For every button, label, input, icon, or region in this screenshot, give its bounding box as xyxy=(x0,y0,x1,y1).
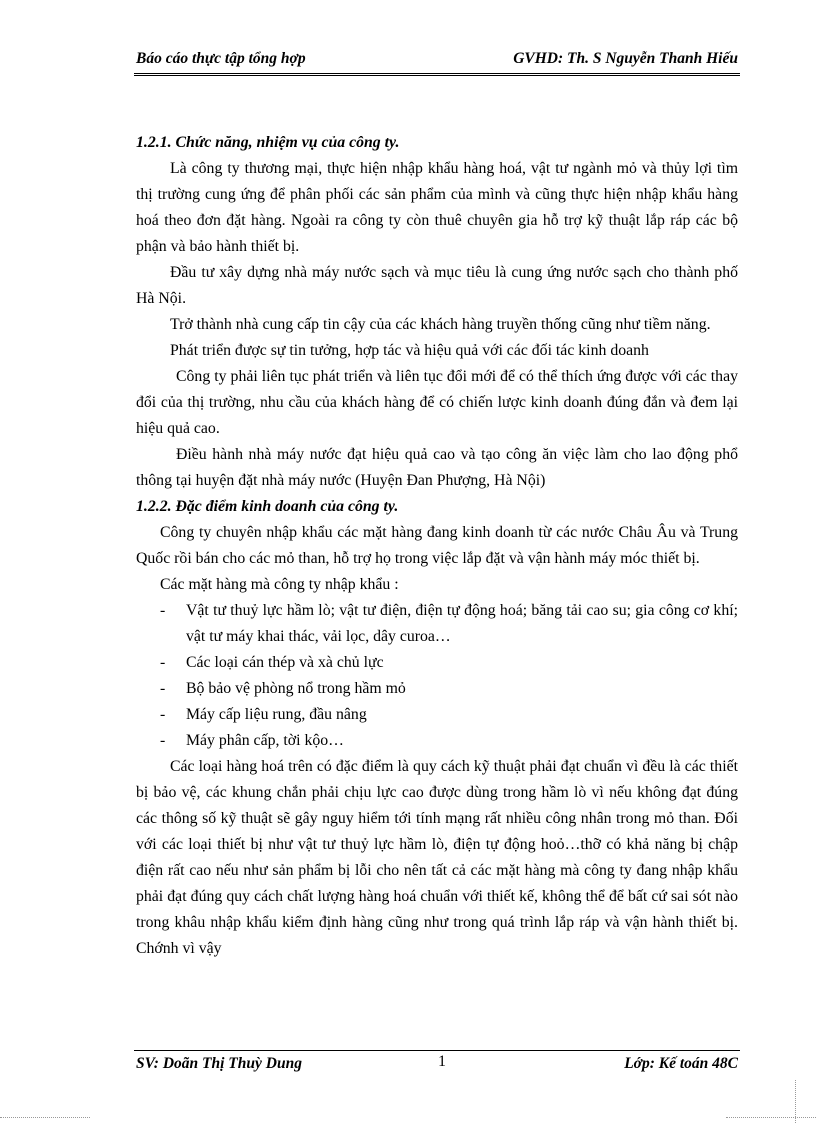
footer-rule xyxy=(134,1050,740,1051)
document-body xyxy=(136,130,738,962)
section-heading-1-2-2: 1.2.2. Đặc điểm kinh doanh của công ty. xyxy=(136,498,399,515)
header-report-title: Báo cáo thực tập tổng hợp xyxy=(136,50,306,67)
crop-mark xyxy=(726,1117,816,1118)
paragraph: Các loại hàng hoá trên có đặc điểm là quy cách kỹ thuật phải đạt chuẩn vì đều là các thiết bị bảo vệ, các khung chắn phải chịu lực cao được dùng trong hầm lò vì nếu không đạt đúng các thông số kỹ thuật sẽ gây nguy hiểm tới tính mạng rất nhiều công nhân trong mỏ than. Đối với các loại thiết bị như vật tư thuỷ lực hầm lò, điện tự động hoỏ…thỡ có khả năng bị chập điện rất cao nếu như sản phẩm bị lỗi cho nên tất cả các mặt hàng mà công ty đang nhập khẩu phải đạt đúng quy cách chất lượng hàng hoá chuẩn với thiết kế, không thể để bất cứ sai sót nào trong khâu nhập khẩu kiểm định hàng cũng như trong quá trình lắp ráp và vận hành thiết bị. Chớnh vì vậy xyxy=(136,758,738,957)
header-rule xyxy=(134,73,740,76)
list-item-text: Các loại cán thép và xà chủ lực xyxy=(186,654,384,671)
paragraph: Là công ty thương mại, thực hiện nhập khẩu hàng hoá, vật tư ngành mỏ và thủy lợi tìm thị trường cung ứng để phân phối các sản phẩm của mình và cũng thực hiện nhập khẩu hàng hoá theo đơn đặt hàng. Ngoài ra công ty còn thuê chuyên gia hỗ trợ kỹ thuật lắp ráp các bộ phận và bảo hành thiết bị. xyxy=(136,160,738,255)
list-item-text: Vật tư thuỷ lực hầm lò; vật tư điện, điện tự động hoá; băng tải cao su; gia công cơ khí; vật tư máy khai thác, vải lọc, dây curoa… xyxy=(186,602,738,645)
footer-student: SV: Doãn Thị Thuỳ Dung xyxy=(136,1055,302,1072)
header-supervisor: GVHD: Th. S Nguyễn Thanh Hiếu xyxy=(513,50,738,67)
list-item xyxy=(136,728,738,754)
paragraph: Công ty chuyên nhập khẩu các mặt hàng đang kinh doanh từ các nước Châu Âu và Trung Quốc rồi bán cho các mỏ than, hỗ trợ họ trong việc lắp đặt và vận hành máy móc thiết bị. xyxy=(136,524,738,567)
footer-class: Lớp: Kế toán 48C xyxy=(624,1055,738,1072)
list-intro: Các mặt hàng mà công ty nhập khẩu : xyxy=(160,576,399,593)
paragraph: Điều hành nhà máy nước đạt hiệu quả cao và tạo công ăn việc làm cho lao động phổ thông tại huyện đặt nhà máy nước (Huyện Đan Phượng, Hà Nội) xyxy=(136,446,738,489)
crop-mark xyxy=(795,1080,796,1123)
list-bullet: - xyxy=(160,654,166,671)
page-header xyxy=(136,50,738,72)
list-item-text: Máy cấp liệu rung, đầu nâng xyxy=(186,706,367,723)
paragraph: Công ty phải liên tục phát triển và liên tục đổi mới để có thể thích ứng được với các thay đổi của thị trường, nhu cầu của khách hàng để có chiến lược kinh doanh đúng đắn và đem lại hiệu quả cao. xyxy=(136,368,738,437)
list-bullet: - xyxy=(160,602,166,619)
page-footer xyxy=(136,1055,738,1077)
paragraph: Trở thành nhà cung cấp tin cậy của các khách hàng truyền thống cũng như tiềm năng. xyxy=(170,316,711,333)
list-item-text: Bộ bảo vệ phòng nổ trong hầm mỏ xyxy=(186,680,406,697)
page-number: 1 xyxy=(438,1053,446,1070)
paragraph: Đầu tư xây dựng nhà máy nước sạch và mục tiêu là cung ứng nước sạch cho thành phố Hà Nội. xyxy=(136,264,738,307)
list-item xyxy=(136,702,738,728)
crop-mark xyxy=(0,1117,90,1118)
product-list xyxy=(136,598,738,754)
list-item xyxy=(136,598,738,650)
section-heading-1-2-1: 1.2.1. Chức năng, nhiệm vụ của công ty. xyxy=(136,134,400,151)
list-bullet: - xyxy=(160,680,166,697)
list-item xyxy=(136,676,738,702)
list-bullet: - xyxy=(160,732,166,749)
paragraph: Phát triển được sự tin tưởng, hợp tác và hiệu quả với các đối tác kinh doanh xyxy=(170,342,649,359)
list-item xyxy=(136,650,738,676)
list-item-text: Máy phân cấp, tời kộo… xyxy=(186,732,344,749)
list-bullet: - xyxy=(160,706,166,723)
